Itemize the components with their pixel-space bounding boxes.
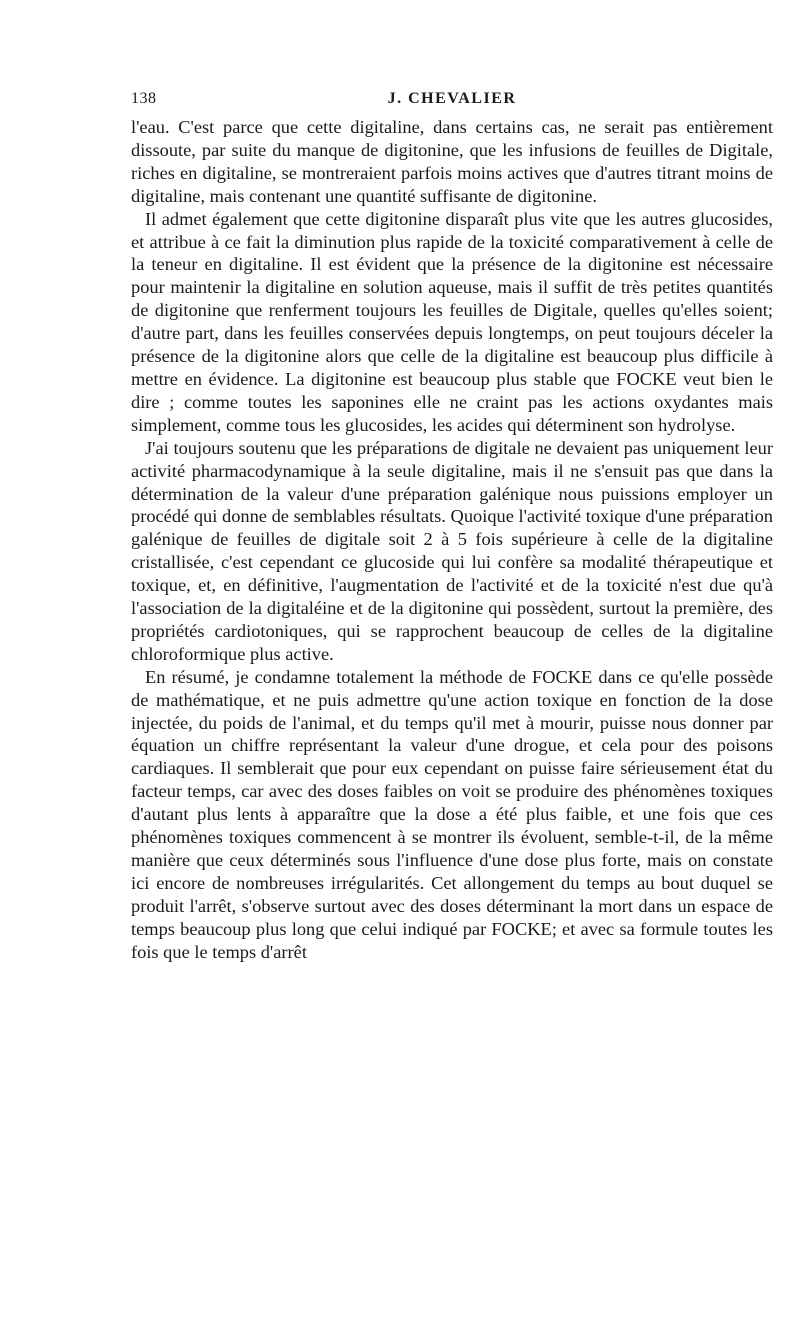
paragraph: J'ai toujours soutenu que les préparations de digitale ne devaient pas uniquement leur activité pharmacodynamique à la seule digitaline, mais il ne s'ensuit pas que dans la détermination de la valeur d'une préparation galénique nous puissions employer un procédé qui donne de semblables résultats. Quoique l'activité toxique d'une préparation galénique de feuilles de digitale soit 2 à 5 fois supérieure à celle de la digitaline cristallisée, c'est cependant ce glucoside qui lui confère sa modalité thérapeutique et toxique, et, en définitive, l'augmentation de l'activité et de la toxicité n'est due qu'à l'association de la digitaléine et de la digitonine qui possèdent, surtout la première, des propriétés cardiotoniques, qui se rapprochent beaucoup de celles de la digitaline chloroformique plus active. [131,437,773,664]
running-head: J. CHEVALIER [387,90,517,107]
page-header [131,90,773,114]
page-number: 138 [131,90,157,107]
body-text [131,116,773,964]
paragraph: En résumé, je condamne totalement la méthode de FOCKE dans ce qu'elle possède de mathématique, et ne puis admettre qu'une action toxique en fonction de la dose injectée, du poids de l'animal, et du temps qu'il met à mourir, puisse nous donner par équation un chiffre représentant la valeur d'une drogue, et cela pour des poisons cardiaques. Il semblerait que pour eux cependant on puisse faire sérieusement état du facteur temps, car avec des doses faibles on voit se produire des phénomènes toxiques d'autant plus lents à apparaître que la dose a été plus faible, et une fois que ces phénomènes toxiques commencent à se montrer ils évoluent, semble-t-il, de la même manière que ceux déterminés sous l'influence d'une dose plus forte, mais on constate ici encore de nombreuses irrégularités. Cet allongement du temps au bout duquel se produit l'arrêt, s'observe surtout avec des doses déterminant la mort dans un espace de temps beaucoup plus long que celui indiqué par FOCKE; et avec sa formule toutes les fois que le temps d'arrêt [131,666,773,962]
paragraph: Il admet également que cette digitonine disparaît plus vite que les autres glucosides, et attribue à ce fait la diminution plus rapide de la toxicité comparativement à celle de la teneur en digitaline. Il est évident que la présence de la digitonine est nécessaire pour maintenir la digitaline en solution aqueuse, mais il suffit de très petites quantités de digitonine que renferment toujours les feuilles de Digitale, quelles qu'elles soient; d'autre part, dans les feuilles conservées depuis longtemps, on peut toujours déceler la présence de la digitonine alors que celle de la digitaline est beaucoup plus difficile à mettre en évidence. La digitonine est beaucoup plus stable que FOCKE veut bien le dire ; comme toutes les saponines elle ne craint pas les actions oxydantes mais simplement, comme tous les glucosides, les acides qui déterminent son hydrolyse. [131,208,773,435]
paragraph: l'eau. C'est parce que cette digitaline, dans certains cas, ne serait pas entièrement dissoute, par suite du manque de digitonine, que les infusions de feuilles de Digitale, riches en digitaline, se montreraient parfois moins actives que d'autres titrant moins de digitaline, mais contenant une quantité suffisante de digitonine. [131,117,773,206]
